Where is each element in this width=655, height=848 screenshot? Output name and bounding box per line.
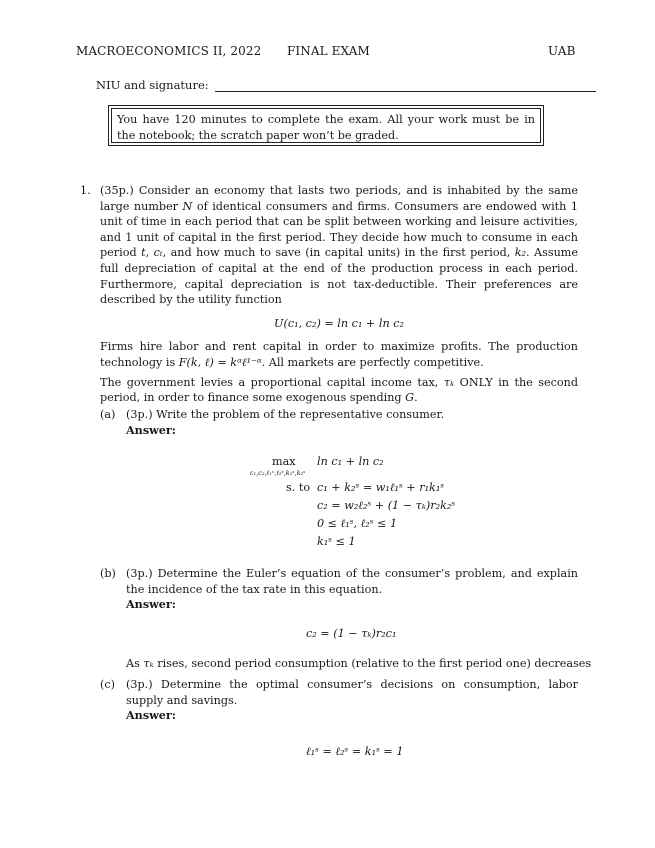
signature-row [96, 78, 596, 92]
objective-function: ln c₁ + ln c₂ [317, 455, 384, 468]
labor-constraint: 0 ≤ ℓ₁ˢ, ℓ₂ˢ ≤ 1 [317, 517, 398, 530]
part-b-question: (3p.) Determine the Euler’s equation of the consumer’s problem, and explain the incidence of the tax rate in this equation. [126, 567, 578, 596]
part-a [100, 407, 578, 438]
question-number: 1. [80, 184, 91, 197]
budget-constraint-1: c₁ + k₂ˢ = w₁ℓ₁ˢ + r₁k₁ˢ [317, 481, 445, 494]
question-intro: (35p.) Consider an economy that lasts two periods, and is inhabited by the same large number N of identical consumers and firms. Consumers are endowed with 1 unit of time in each period that can be split between working and leisure activities, and 1 unit of capital in the first period. They decide how much to consume in each period t, cₜ, and how much to save (in capital units) in the first period, k₂. Assume full depreciation of capital at the end of the production process in each period. Furthermore, capital depreciation is not tax-deductible. Their preferences are described by the utility function [100, 184, 579, 307]
instructions-box [108, 105, 544, 146]
question-1 [80, 183, 578, 406]
capital-constraint: k₁ˢ ≤ 1 [317, 535, 356, 548]
optimal-decisions: ℓ₁ˢ = ℓ₂ˢ = k₁ˢ = 1 [306, 745, 404, 758]
max-variables: c₁,c₂,ℓ₁ˢ,ℓ₂ˢ,k₁ˢ,k₂ˢ [250, 469, 306, 477]
part-b-explanation: As τₖ rises, second period consumption (relative to the first period one) decreases [126, 657, 592, 670]
exam-title: FINAL EXAM [287, 44, 370, 58]
government-paragraph: The government levies a proportional capital income tax, τₖ ONLY in the second period, in order to finance some exogenous spending G. [100, 375, 579, 405]
subject-to-label: s. to [286, 481, 311, 494]
part-c-label: (c) [100, 678, 115, 691]
utility-function: U(c₁, c₂) = ln c₁ + ln c₂ [274, 316, 404, 330]
max-operator: max [272, 455, 296, 468]
part-c-answer-label: Answer: [126, 708, 176, 723]
part-b-label: (b) [100, 567, 116, 580]
signature-line[interactable] [215, 81, 596, 92]
part-a-label: (a) [100, 408, 116, 421]
part-a-answer-label: Answer: [126, 422, 176, 437]
part-b-answer-label: Answer: [126, 597, 176, 612]
part-b [100, 566, 578, 613]
signature-label: NIU and signature: [96, 78, 209, 92]
part-a-question: (3p.) Write the problem of the representative consumer. [126, 408, 445, 421]
part-c-question: (3p.) Determine the optimal consumer’s decisions on consumption, labor supply and savings. [126, 678, 578, 707]
course-title: MACROECONOMICS II, 2022 [76, 44, 262, 58]
firms-paragraph: Firms hire labor and rent capital in order to maximize profits. The production technology is F(k, ℓ) = kᵅℓ¹⁻ᵅ. All markets are perfectly competitive. [100, 340, 578, 369]
euler-equation: c₂ = (1 − τₖ)r₂c₁ [306, 627, 397, 640]
budget-constraint-2: c₂ = w₂ℓ₂ˢ + (1 − τₖ)r₂k₂ˢ [317, 499, 456, 512]
instructions-text: You have 120 minutes to complete the exam. All your work must be in the notebook; the scratch paper won’t be graded. [111, 108, 541, 143]
part-c [100, 677, 578, 724]
university-name: UAB [548, 44, 576, 58]
